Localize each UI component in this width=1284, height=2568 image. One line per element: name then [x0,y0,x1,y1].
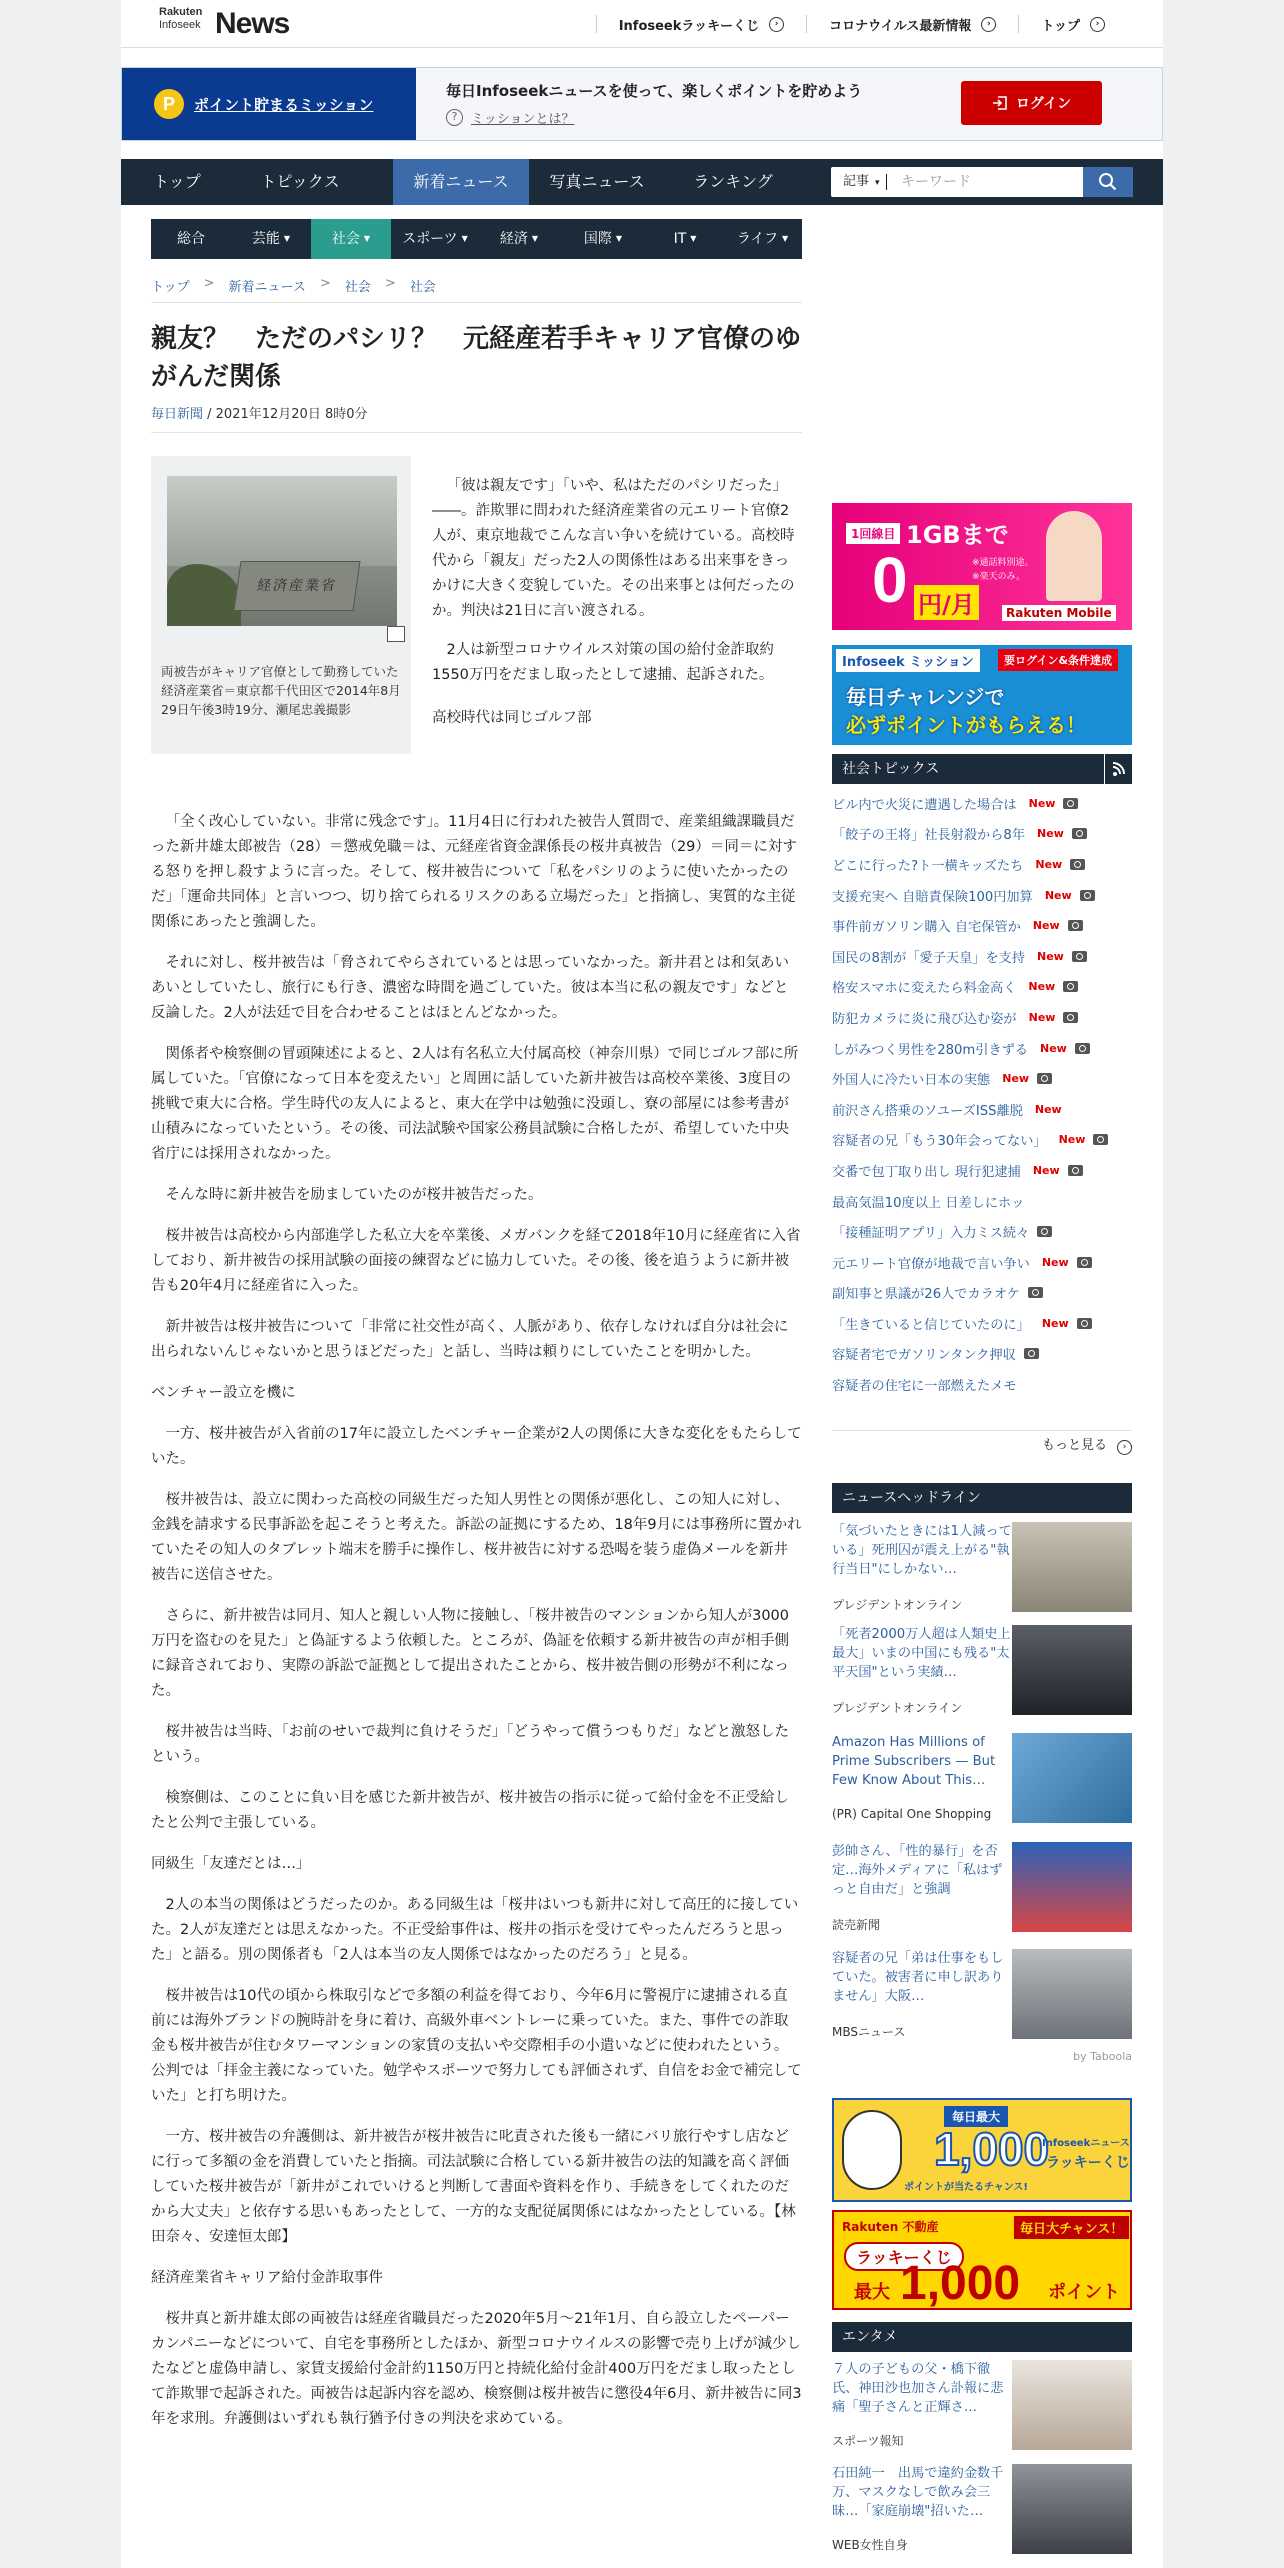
login-icon [992,95,1008,111]
search-button[interactable] [1083,167,1133,197]
headline-source: MBSニュース [832,2025,906,2039]
ad-brand: Rakuten Mobile [1002,605,1116,621]
breadcrumb-society-sub[interactable]: 社会 [409,280,436,295]
new-badge: New [1032,919,1060,933]
lucky-kuji-label: Infoseekラッキーくじ [618,18,760,34]
breadcrumb-top[interactable]: トップ [151,280,190,295]
paragraph: そんな時に新井被告を励ましていたのが桜井被告だった。 [165,1187,543,1203]
top-bar [121,0,1163,48]
ad-note1: ※通話料別途。 [972,558,1034,568]
rss-icon[interactable] [1104,754,1132,784]
topic-item[interactable] [832,1339,1132,1370]
corona-link[interactable] [806,15,1018,33]
caret-down-icon: ▼ [690,234,697,243]
chevron-down-icon: ▾ [875,178,880,188]
taboola-credit[interactable] [832,2050,1132,2063]
taboola-label: by Taboola [1073,2050,1132,2063]
question-icon: ? [446,109,463,126]
new-badge: New [1040,1041,1067,1055]
tab-latest-news[interactable]: 新着ニュース [393,159,529,205]
search-input[interactable] [901,170,1081,194]
paragraph: 桜井被告は高校から内部進学した私立大を卒業後、メガバンクを経て2018年10月に経産省に入省しており、新井被告の採用試験の面接の練習などに協力していた。その後、後を追うように新井被告も20年4月に経産省に入った。 [151,1228,801,1294]
entertainment-header [832,2322,1132,2352]
lotto1-brand: Infoseekニュース [1042,2138,1130,2149]
topic-title: どこに行った?ト一横キッズたち [832,858,1024,874]
article-photo-box [151,456,411,754]
entertainment-source: WEB女性自身 [832,2538,908,2552]
camera-icon [1068,920,1083,931]
camera-icon [1037,1073,1052,1084]
paragraph: 桜井真と新井雄太郎の両被告は経産省職員だった2020年5月～21年1月、自ら設立したペーパーカンパニーなどについて、自宅を事務所としたほか、新型コロナウイルスの影響で売り上げが減少したなどと虚偽申請し、家賃支援給付金計約1150万円と持続化給付金計400万円をだまし取ったとして詐欺罪で起訴された。両被告は起訴内容を認め、検察側は桜井被告に懲役4年6月、新井被告に同3年を求刑。弁護側はいずれも執行猶予付きの判決を求めている。 [151,2311,802,2427]
top-link[interactable] [1018,15,1127,33]
new-badge: New [1041,1316,1069,1330]
article-photo[interactable] [167,476,397,626]
main-nav [121,159,1163,205]
logo-infoseek: Infoseek [159,19,201,31]
entertainment-source: スポーツ報知 [832,2434,904,2448]
lotto1-sub: ポイントが当たるチャンス! [904,2182,1028,2193]
caret-down-icon: ▼ [615,234,623,243]
chevron-right-icon: > [203,276,215,291]
social-topics-header [832,754,1132,784]
tab-photo-news[interactable]: 写真ニュース [549,172,645,191]
top-label: トップ [1041,18,1080,34]
headline-source: プレジデントオンライン [832,1598,963,1612]
topic-title: 格安スマホに変えたら料金高く [832,981,1017,997]
entertainment-thumbnail [1012,2464,1132,2554]
paragraph: それに対し、桜井被告は「脅されてやらされているとは思っていなかった。新井君とは和気あいあいとしていたし、旅行にも行き、濃密な時間を過ごしていた。彼は本当に私の親友です」などと反論した。2人が法廷で目を合わせることはほとんどなかった。 [151,955,789,1021]
new-badge: New [1037,949,1064,963]
entertainment-item[interactable] [832,2464,1132,2558]
news-headline-header [832,1483,1132,1513]
category-label: 国際 [583,231,612,247]
category-entertainment[interactable] [231,219,311,259]
topic-title: 「接種証明アプリ」入力ミス続々 [832,1226,1030,1242]
camera-icon [1063,1012,1078,1023]
subheading: 同級生「友達だとは…」 [151,1856,311,1872]
headline-thumbnail [1012,1733,1132,1823]
headline-item[interactable] [832,1522,1132,1616]
topic-title: ビル内で火災に遭遇した場合は [832,797,1017,813]
lotto1-brand2: ラッキーくじ [1046,2155,1130,2171]
mission-help-link[interactable] [446,108,574,127]
paragraph: 「彼は親友です」「いや、私はただのパシリだった」――。詐欺罪に問われた経済産業省の元エリート官僚2人が、東京地裁でこんな言い争いを続けている。高校時代から「親友」だった2人の関係性はある出来事をきっかけに大きく変貌していた。その出来事とは何だったのか。判決は21日に言い渡される。 [432,478,795,619]
caret-down-icon: ▼ [531,234,539,243]
entertainment-thumbnail [1012,2360,1132,2450]
category-label: スポーツ [402,231,458,247]
ad-price: 0 [872,544,908,616]
ad-unit: 円/月 [914,585,979,620]
mission-help-label: ミッションとは？ [471,112,575,127]
topic-title: 「生きていると信じていたのに」 [832,1317,1030,1333]
category-international[interactable] [559,219,647,259]
search-type-select[interactable] [831,167,897,197]
top-links [596,0,1127,48]
corona-label: コロナウイルス最新情報 [829,18,972,34]
headline-title: 「気づいたときには1人減っている」死刑囚が震え上がる"執行当日"にしかない… [832,1524,1012,1577]
mission-text: 毎日Infoseekニュースを使って、楽しくポイントを貯めよう [446,82,863,100]
social-topics-title: 社会トピックス [842,761,940,777]
tab-ranking[interactable]: ランキング [693,172,773,191]
category-general[interactable] [151,219,231,259]
chevron-right-icon: › [769,17,784,32]
mascot-icon [842,2110,902,2190]
topic-item[interactable] [832,880,1132,911]
paragraph: 桜井被告は10代の頃から株取引などで多額の利益を得ており、今年6月に警視庁に逮捕される直前には海外ブランドの腕時計を身に着け、高級外車ベントレーに乗っていた。また、事件での詐取金も桜井被告が住むタワーマンションの家賃の支払いや交際相手の小遣いなどに使われたという。公判では「拝金主義になっていた。勉学やスポーツで努力しても評価されず、自信をお金で補完していた」と打ち明けた。 [151,1988,802,2104]
chevron-right-icon: › [1117,1440,1132,1455]
point-coin-icon: P [154,89,184,119]
search-icon [1083,167,1133,197]
breadcrumb [151,276,436,295]
tab-top[interactable]: トップ [153,172,201,191]
topic-item[interactable] [832,1002,1132,1033]
new-badge: New [1028,796,1056,810]
logo-rakuten: Rakuten [159,6,203,18]
lotto2-pre: 最大 [854,2282,890,2303]
lotto2-suf: ポイント [1048,2282,1120,2303]
social-topics-list [832,788,1132,1400]
headline-item[interactable] [832,1949,1132,2043]
lotto2-tag: 毎日大チャンス！ [1014,2216,1129,2239]
topic-item[interactable] [832,1094,1132,1125]
new-badge: New [1034,1102,1062,1116]
lucky-kuji-link[interactable] [596,15,806,33]
infoseek-mission-ad[interactable] [832,645,1132,745]
new-badge: New [1002,1072,1030,1086]
new-badge: New [1032,1163,1060,1177]
more-label: もっと見る [1041,1438,1107,1453]
paragraph: 一方、桜井被告の弁護側は、新井被告が桜井被告に叱責された後も一緒にバリ旅行やすし店などに行って多額の金を消費していたと指摘。司法試験に合格している新井被告の法的知識を高く評価していた桜井被告が「新井がこれでいけると判断して書面や資料を作り、手続きをしてくれたのだから大丈夫」と依存する思いもあったとして、一方的な支配従属関係にはなかったとしている。【林田奈々、安達恒太郎】 [151,2129,796,2245]
ad-note2: ※楽天のみ。 [972,572,1026,582]
headline-title: 彭帥さん、「性的暴行」を否定…海外メディアに「私はずっと自由だ」と強調 [832,1844,1003,1897]
logo-news: News [215,7,290,40]
headline-thumbnail [1012,1522,1132,1612]
category-label: 総合 [177,231,205,247]
new-badge: New [1037,827,1064,841]
topic-title: 交番で包丁取り出し 現行犯逮捕 [832,1164,1021,1180]
category-sports[interactable] [391,219,479,259]
paragraph: 「全く改心していない。非常に残念です」。11月4日に行われた被告人質問で、産業組織課職員だった新井雄太郎被告（28）＝懲戒免職＝は、元経産省資金課係長の桜井真被告（29）＝同＝に対する怒りを押し殺すように言った。そして、桜井被告について「私をパシリのように使いたかったのだ」「運命共同体」と言いつつ、切り捨てられるリスクのある立場だった」と指摘し、実質的な主従関係にあったと強調した。 [151,814,797,930]
lotto1-big: 1,000 [934,2123,1050,2175]
subheading: ベンチャー設立を機に [151,1385,296,1401]
new-badge: New [1058,1133,1086,1147]
ad-mission-line2: 必ずポイントがもらえる！ [846,713,1086,737]
search-type-label: 記事 [843,174,870,189]
topic-item[interactable] [832,849,1132,880]
topic-item[interactable] [832,1247,1132,1278]
headline-title: 「死者2000万人超は人類史上最大」いまの中国にも残る"太平天国"という実績… [832,1627,1011,1680]
topic-title: 容疑者の兄「もう30年会ってない」 [832,1134,1047,1150]
breadcrumb-society[interactable]: 社会 [344,280,371,295]
topic-item[interactable] [832,1033,1132,1064]
photo-tree [167,564,241,626]
camera-icon [1075,1043,1090,1054]
paragraph: 桜井被告は、設立に関わった高校の同級生だった知人男性との関係が悪化し、この知人に対し、金銭を請求する民事訴訟を起こそうと考えた。訴訟の証拠にするため、18年9月には事務所に置かれていたその知人のタブレット端末を勝手に操作し、桜井被告に対する恐喝を装う虚偽メールを新井被告に送信させた。 [151,1492,802,1583]
chevron-right-icon: › [981,17,996,32]
ad-mission-line1: 毎日チャレンジで [846,685,1005,709]
divider [151,432,802,433]
new-badge: New [1028,1010,1056,1024]
category-label: 社会 [331,231,360,247]
camera-icon [1093,1134,1108,1145]
new-badge: New [1041,1255,1069,1269]
topic-item[interactable] [832,1216,1132,1247]
entertainment-title: 石田純一 出馬で違約金数千万、マスクなしで飲み会三昧…「家庭崩壊"招いた… [832,2466,1004,2519]
article-body [151,810,802,2432]
ad-mission-brand: Infoseek ミッション [836,649,980,672]
camera-icon [1063,981,1078,992]
article-title: 親友？ ただのパシリ？ 元経産若手キャリア官僚のゆがんだ関係 [151,324,802,392]
headline-item[interactable] [832,1625,1132,1719]
subheading: 高校時代は同じゴルフ部 [432,710,592,726]
news-headline-title: ニュースヘッドライン [842,1490,981,1506]
article-date: / 2021年12月20日 8時0分 [203,407,368,422]
photo-building [167,476,397,566]
caret-down-icon: ▼ [461,234,468,243]
headline-thumbnail [1012,1625,1132,1715]
paragraph: 桜井被告は当時、「お前のせいで裁判に負けそうだ」「どうやって償うつもりだ」などと激怒したという。 [151,1724,789,1765]
topic-title: 容疑者宅でガソリンタンク押収 [832,1348,1016,1364]
tab-topics[interactable]: トピックス [260,172,340,191]
topic-title: 最高気温10度以上 日差しにホッ [832,1195,1025,1211]
chevron-right-icon: › [1090,17,1105,32]
paragraph: 一方、桜井被告が入省前の17年に設立したベンチャー企業が2人の関係に大きな変化をもたらしていた。 [151,1426,802,1467]
topic-title: 「餃子の王将」社長射殺から8年 [832,828,1026,844]
divider [832,1430,1132,1431]
paragraph: 関係者や検察側の冒頭陳述によると、2人は有名私立大付属高校（神奈川県）で同じゴルフ部に所属していた。「官僚になって日本を変えたい」と周囲に話していた新井被告は高校卒業後、3度目の挑戦で東大に合格。学生時代の友人によると、東大在学中は勉強に没頭し、寮の部屋には参考書が山積みになっていたという。その後、司法試験や国家公務員試験に合格したが、希望していた中央省庁には採用されなかった。 [151,1046,799,1162]
topic-item[interactable] [832,1308,1132,1339]
category-label: 経済 [499,231,528,247]
topic-item[interactable] [832,1155,1132,1186]
caret-down-icon: ▼ [363,234,371,243]
topic-item[interactable] [832,1369,1132,1400]
category-label: 芸能 [251,231,280,247]
entertainment-title: エンタメ [842,2329,898,2345]
paragraph: 検察側は、このことに負い目を感じた新井被告が、桜井被告の指示に従って給付金を不正受給したと公判で主張している。 [151,1790,789,1831]
photo-caption: 両被告がキャリア官僚として勤務していた経済産業省＝東京都千代田区で2014年8月29日午後3時19分、瀬尾忠義撮影 [161,664,401,717]
chevron-right-icon: > [319,276,331,291]
category-nav [151,219,802,259]
topic-title: しがみつく男性を280m引きずる [832,1042,1029,1058]
category-it[interactable] [647,219,723,259]
divider [151,302,802,303]
photo-sign: 経済産業省 [255,578,339,594]
caret-down-icon: ▼ [283,234,291,243]
rakuten-mobile-ad[interactable] [832,503,1132,630]
camera-icon [1037,1226,1052,1237]
camera-icon [1070,859,1085,870]
chevron-right-icon: > [384,276,396,291]
lotto2-main: ラッキーくじ [844,2242,964,2271]
article-meta [151,403,368,422]
search-box [831,167,1133,197]
category-life[interactable] [723,219,802,259]
camera-icon [1080,890,1095,901]
topic-item[interactable] [832,1063,1132,1094]
more-link[interactable] [832,1434,1132,1455]
topic-title: 容疑者の住宅に一部燃えたメモ [832,1379,1017,1395]
topic-item[interactable] [832,788,1132,819]
ad-person [1046,511,1102,601]
camera-icon [1072,951,1087,962]
headline-item[interactable] [832,1842,1132,1936]
category-economy[interactable] [479,219,559,259]
article-source[interactable]: 毎日新聞 [151,407,204,422]
photo-stone [233,561,360,611]
topic-title: 前沢さん搭乗のソユーズISS離脱 [832,1103,1023,1119]
rakuten-realestate-ad[interactable] [832,2210,1132,2310]
topic-title: 防犯カメラに炎に飛び込む姿が [832,1011,1017,1027]
topic-title: 外国人に冷たい日本の実態 [832,1073,991,1089]
category-label: IT [673,231,687,247]
lotto2-brand: Rakuten 不動産 [842,2220,939,2234]
ad-line1: 1回線目 [846,523,900,544]
topic-title: 元エリート官僚が地裁で言い争い [832,1256,1030,1272]
topic-item[interactable] [832,910,1132,941]
topic-title: 支援充実へ 自賠責保険100円加算 [832,889,1033,905]
expand-icon[interactable] [387,626,405,642]
entertainment-title: ７人の子どもの父・橋下徹氏、神田沙也加さん訃報に悲痛「聖子さんと正輝さ… [832,2362,1004,2415]
caret-down-icon: ▼ [782,234,789,243]
camera-icon [1068,1165,1083,1176]
article-lead [432,474,802,731]
headline-title: Amazon Has Millions of Prime Subscribers — But Few Know About This… [832,1735,996,1788]
topic-title: 国民の8割が「愛子天皇」を支持 [832,950,1026,966]
topic-title: 事件前ガソリン購入 自宅保管か [832,920,1021,936]
headline-source: (PR) Capital One Shopping [832,1807,992,1821]
ad-mission-tag: 要ログイン&条件達成 [998,649,1118,671]
paragraph: さらに、新井被告は同月、知人と親しい人物に接触し、「桜井被告のマンションから知人が3000万円を盗むのを見た」と偽証するよう依頼した。ところが、偽証を依頼する新井被告の声が相手側に録音されており、実際の訴訟で証拠として提出されたことから、桜井被告側の形勢が不利になった。 [151,1608,789,1699]
headline-thumbnail [1012,1949,1132,2039]
topic-item[interactable] [832,941,1132,972]
breadcrumb-latest[interactable]: 新着ニュース [228,280,306,295]
camera-icon [1077,1257,1092,1268]
new-badge: New [1028,980,1056,994]
camera-icon [1077,1318,1092,1329]
topic-item[interactable] [832,972,1132,1003]
headline-item[interactable] [832,1733,1132,1827]
headline-source: プレジデントオンライン [832,1701,963,1715]
topic-item[interactable] [832,1278,1132,1309]
paragraph: 新井被告は桜井被告について「非常に社交性が高く、人脈があり、依存しなければ自分は社会に出られないんじゃないかと思うほどだった」と話し、当時は頼りにしていたことを明かした。 [151,1319,789,1360]
headline-source: 読売新聞 [832,1918,881,1932]
ad-big: 1GBまで [906,521,1009,549]
entertainment-item[interactable] [832,2360,1132,2454]
login-label: ログイン [1015,96,1072,112]
topic-title: 副知事と県議が26人でカラオケ [832,1287,1020,1303]
login-button[interactable] [961,81,1102,125]
category-label: ライフ [736,231,778,247]
topic-item[interactable] [832,1125,1132,1156]
headline-title: 容疑者の兄「弟は仕事をもしていた。被害者に申し訳ありません」大阪… [832,1951,1004,2004]
mission-link[interactable]: ポイント貯まるミッション [194,95,374,114]
subheading: 経済産業省キャリア給付金詐取事件 [151,2270,383,2286]
category-society[interactable] [311,219,391,259]
new-badge: New [1035,857,1063,871]
camera-icon [1024,1348,1039,1359]
paragraph: 2人の本当の関係はどうだったのか。ある同級生は「桜井はいつも新井に対して高圧的に接していた。2人が友達だとは思えなかった。不正受給事件は、桜井の指示を受けてやったんだろうと思った」と語る。別の関係者も「2人は本当の友人関係ではなかったのだろう」と見る。 [151,1897,799,1963]
mission-banner [121,67,1163,141]
camera-icon [1028,1287,1043,1298]
camera-icon [1072,828,1087,839]
lotto2-big: 1,000 [900,2257,1021,2310]
topic-item[interactable] [832,1186,1132,1217]
rss-icon-svg [1105,754,1133,784]
lucky-kuji-ad[interactable] [832,2098,1132,2202]
paragraph: 2人は新型コロナウイルス対策の国の給付金詐取約1550万円をだまし取ったとして逮捕、起訴された。 [432,642,774,683]
lotto1-small: 毎日最大 [944,2106,1008,2127]
topic-item[interactable] [832,819,1132,850]
mission-panel [122,68,416,140]
page [121,0,1163,2568]
site-logo[interactable] [159,6,299,42]
camera-icon [1063,798,1078,809]
headline-thumbnail [1012,1842,1132,1932]
new-badge: New [1044,888,1072,902]
